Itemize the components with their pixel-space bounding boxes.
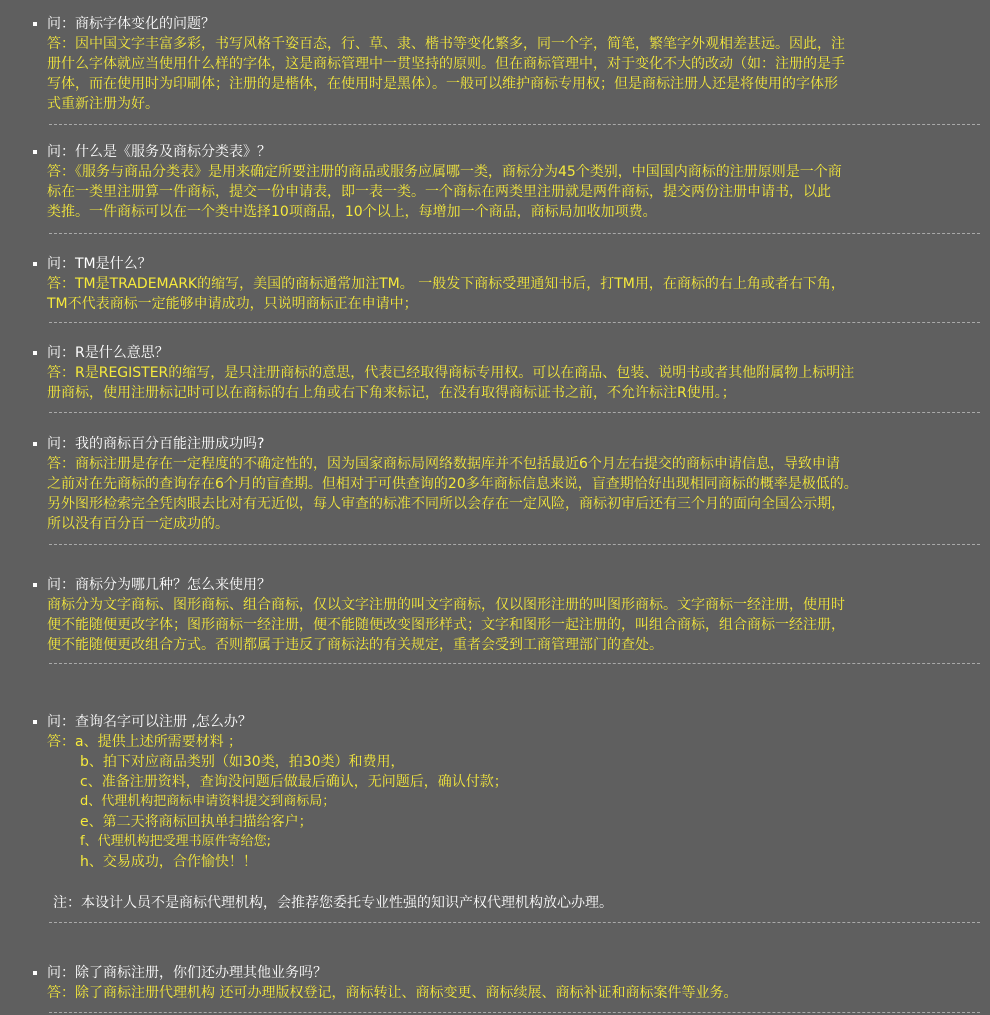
faq-question: 问：什么是《服务及商标分类表》？: [47, 144, 271, 160]
step-item: e、第二天将商标回执单扫描给客户；: [80, 814, 313, 830]
faq-question: 问：我的商标百分百能注册成功吗?: [47, 436, 265, 452]
faq-answer: [47, 274, 967, 314]
answer-line: 所以没有百分百一定成功的。: [47, 516, 229, 532]
divider: [49, 233, 980, 234]
bullet-icon: [33, 583, 37, 587]
answer-line: 另外图形检索完全凭肉眼去比对有无近似，每人审查的标准不同所以会存在一定风险，商标初审后还有三个月的面向全国公示期，: [47, 496, 845, 512]
bullet-icon: [33, 971, 37, 975]
answer-line: 答：R是REGISTER的缩写，是只注册商标的意思，代表已经取得商标专用权。可以在商品、包装、说明书或者其他附属物上标明注: [47, 365, 855, 381]
divider: [49, 412, 980, 413]
answer-line: 答：《服务与商品分类表》是用来确定所要注册的商品或服务应属哪一类，商标分为45个类别，中国国内商标的注册原则是一个商: [47, 164, 842, 180]
faq-answer: [47, 454, 967, 534]
bullet-icon: [33, 22, 37, 26]
step-item: c、准备注册资料，查询没问题后做最后确认，无问题后，确认付款；: [80, 774, 508, 790]
faq-answer: [47, 595, 967, 655]
faq-answer: [47, 162, 967, 222]
step-item: h、交易成功，合作愉快！！: [80, 854, 257, 870]
answer-line: 册商标，使用注册标记时可以在商标的右上角或右下角来标记，在没有取得商标证书之前，不允许标注R使用。；: [47, 385, 736, 401]
divider: [49, 322, 980, 323]
bullet-icon: [33, 720, 37, 724]
faq-question: 问：TM是什么？: [47, 256, 152, 272]
divider: [49, 544, 980, 545]
faq-answer: [47, 363, 967, 403]
step-item: d、代理机构把商标申请资料提交到商标局；: [80, 794, 336, 809]
answer-line: 便不能随便更改组合方式。否则都属于违反了商标法的有关规定，重者会受到工商管理部门的查处。: [47, 637, 663, 653]
answer-line: 答：a、提供上述所需要材料 ；: [47, 734, 243, 750]
disclaimer-note: 注：本设计人员不是商标代理机构，会推荐您委托专业性强的知识产权代理机构放心办理。: [53, 895, 613, 911]
step-item: b、拍下对应商品类别（如30类，拍30类）和费用，: [80, 754, 405, 770]
faq-answer: [47, 34, 967, 114]
divider: [49, 663, 980, 664]
answer-line: 式重新注册为好。: [47, 96, 159, 112]
bullet-icon: [33, 150, 37, 154]
faq-question: 问：商标分为哪几种？怎么来使用？: [47, 577, 271, 593]
answer-line: 标在一类里注册算一件商标，提交一份申请表，即一表一类。一个商标在两类里注册就是两件商标，提交两份注册申请书，以此: [47, 184, 831, 200]
answer-line: 答：商标注册是存在一定程度的不确定性的，因为国家商标局网络数据库并不包括最近6个月左右提交的商标申请信息，导致申请: [47, 456, 840, 472]
answer-line: 写体，而在使用时为印刷体；注册的是楷体，在使用时是黑体）。一般可以维护商标专用权；但是商标注册人还是将使用的字体形: [47, 76, 838, 92]
divider: [49, 922, 980, 923]
faq-question: 问：R是什么意思？: [47, 345, 169, 361]
answer-line: 商标分为文字商标、图形商标、组合商标，仅以文字注册的叫文字商标，仅以图形注册的叫图形商标。文字商标一经注册，使用时: [47, 597, 845, 613]
faq-answer: [47, 732, 967, 752]
faq-answer: [47, 983, 967, 1003]
answer-line: 之前对在先商标的查询存在6个月的盲查期。但相对于可供查询的20多年商标信息来说，盲查期恰好出现相同商标的概率是极低的。: [47, 476, 858, 492]
divider: [49, 1012, 980, 1013]
answer-line: 类推。一件商标可以在一个类中选择10项商品，10个以上，每增加一个商品，商标局加收加项费。: [47, 204, 657, 220]
faq-question: 问：查询名字可以注册 ,怎么办？: [47, 714, 252, 730]
answer-line: 答：因中国文字丰富多彩，书写风格千姿百态，行、草、隶、楷书等变化繁多，同一个字，简笔，繁笔字外观相差甚远。因此，注: [47, 36, 845, 52]
bullet-icon: [33, 442, 37, 446]
faq-question: 问：除了商标注册，你们还办理其他业务吗？: [47, 965, 327, 981]
answer-line: 册什么字体就应当使用什么样的字体，这是商标管理中一贯坚持的原则。但在商标管理中，对于变化不大的改动（如：注册的是手: [47, 56, 845, 72]
bullet-icon: [33, 262, 37, 266]
answer-line: TM不代表商标一定能够申请成功，只说明商标正在申请中；: [47, 296, 418, 312]
faq-question: 问：商标字体变化的问题？: [47, 16, 215, 32]
step-item: f、代理机构把受理书原件寄给您;: [80, 834, 271, 849]
bullet-icon: [33, 351, 37, 355]
answer-line: 便不能随便更改字体；图形商标一经注册，便不能随便改变图形样式；文字和图形一起注册的，叫组合商标，组合商标一经注册，: [47, 617, 845, 633]
divider: [49, 124, 980, 125]
answer-line: 答：除了商标注册代理机构 还可办理版权登记，商标转让、商标变更、商标续展、商标补证和商标案件等业务。: [47, 985, 738, 1001]
answer-line: 答：TM是TRADEMARK的缩写，美国的商标通常加注TM。 一般发下商标受理通知书后，打TM用，在商标的右上角或者右下角，: [47, 276, 845, 292]
